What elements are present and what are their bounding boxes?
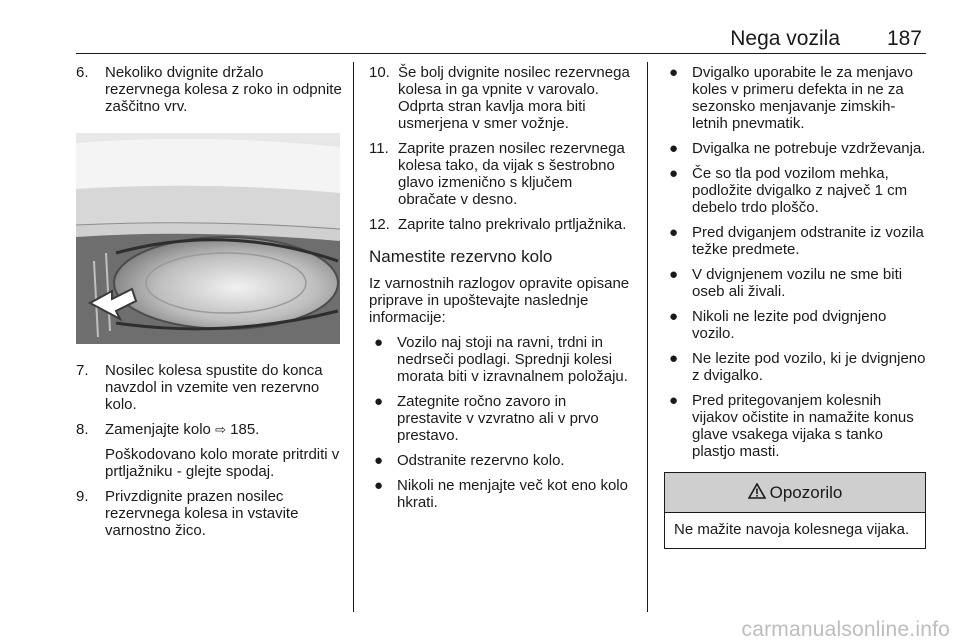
step-number: 9. <box>76 488 89 505</box>
bullet-text: Dvigalka ne potrebuje vzdrževanja. <box>692 140 926 157</box>
step-text: Nosilec kolesa spustite do konca navzdol in vzemite ven rezervno kolo. <box>105 362 323 413</box>
header-rule <box>76 53 926 54</box>
bullet-icon: ● <box>669 140 679 157</box>
bullet-text: Zategnite ročno zavoro in prestavite v vzvratno ali v prvo prestavo. <box>397 393 599 444</box>
bullet-text: Če so tla pod vozilom mehka, podložite dvigalko z največ 1 cm debelo trdo ploščo. <box>692 165 908 216</box>
bullet-icon: ● <box>669 165 679 182</box>
step-text: Še bolj dvignite nosilec rezervnega kolesa in ga vpnite v varovalo. Odprta stran kavlja mora biti usmerjena v smer vožnje. <box>398 64 630 132</box>
step-text: Zaprite prazen nosilec rezervnega kolesa tako, da vijak s šestrobno glavo izmenično s ključem obračate v desno. <box>398 140 625 208</box>
jack-bullet <box>664 224 926 258</box>
bullet-text: Odstranite rezervno kolo. <box>397 452 565 469</box>
bullet-text: Dvigalko uporabite le za menjavo koles v primeru defekta in ne za sezonsko menjavanje zimskih-letnih pnevmatik. <box>692 64 913 132</box>
bullet-text: Ne lezite pod vozilo, ki je dvignjeno z dvigalko. <box>692 350 926 384</box>
step-text: Privzdignite prazen nosilec rezervnega kolesa in vstavite varnostno žico. <box>105 488 299 539</box>
jack-bullet <box>664 350 926 384</box>
jack-bullet <box>664 64 926 132</box>
bullet-icon: ● <box>374 334 384 351</box>
warning-title: Opozorilo <box>769 483 843 502</box>
step-text: Zamenjajte kolo <box>105 421 211 438</box>
step-number: 6. <box>76 64 89 81</box>
warning-header <box>665 473 925 513</box>
column-divider-left <box>353 62 354 612</box>
column-1 <box>76 64 342 547</box>
column-3 <box>664 64 926 549</box>
jack-bullet <box>664 140 926 157</box>
page-reference-link[interactable]: 185. <box>230 421 260 438</box>
watermark-text: carmanualsonline.info <box>741 618 950 641</box>
bullet-icon: ● <box>669 266 679 283</box>
safety-bullet <box>369 452 633 469</box>
bullet-icon: ● <box>669 392 679 409</box>
jack-bullet <box>664 165 926 216</box>
step-10 <box>369 64 633 132</box>
page-number: 187 <box>886 27 922 50</box>
section-intro: Iz varnostnih razlogov opravite opisane priprave in upoštevajte naslednje informacije: <box>369 275 630 326</box>
bullet-text: Pred dviganjem odstranite iz vozila težke predmete. <box>692 224 924 258</box>
bullet-icon: ● <box>669 308 679 325</box>
warning-text: Ne mažite navoja kolesnega vijaka. <box>674 521 910 538</box>
step-7 <box>76 362 342 413</box>
step-number: 10. <box>369 64 390 81</box>
section-heading: Namestite rezervno kolo <box>369 247 553 266</box>
step-12 <box>369 216 633 233</box>
bullet-icon: ● <box>669 224 679 241</box>
step-6 <box>76 64 342 115</box>
column-2 <box>369 64 633 519</box>
step-text: Nekoliko dvignite držalo rezervnega kolesa z roko in odpnite zaščitno vrv. <box>105 64 342 115</box>
bullet-icon: ● <box>669 350 679 367</box>
step-text: Zaprite talno prekrivalo prtljažnika. <box>398 216 627 233</box>
warning-box <box>664 472 926 549</box>
warning-triangle-icon <box>748 483 766 503</box>
step-8 <box>76 421 342 480</box>
spare-wheel-photo <box>76 133 340 344</box>
page-section-title: Nega vozila <box>730 27 840 50</box>
bullet-icon: ● <box>374 393 384 410</box>
step-number: 11. <box>369 140 389 157</box>
step-note: Poškodovano kolo morate pritrditi v prtljažniku - glejte spodaj. <box>105 446 340 480</box>
bullet-icon: ● <box>374 452 384 469</box>
bullet-text: V dvignjenem vozilu ne sme biti oseb ali živali. <box>692 266 903 300</box>
safety-bullet <box>369 334 633 385</box>
safety-bullet <box>369 477 633 511</box>
step-number: 8. <box>76 421 89 438</box>
bullet-text: Nikoli ne lezite pod dvignjeno vozilo. <box>692 308 887 342</box>
step-number: 12. <box>369 216 390 233</box>
step-number: 7. <box>76 362 89 379</box>
step-9 <box>76 488 342 539</box>
jack-bullet <box>664 392 926 460</box>
jack-bullet <box>664 308 926 342</box>
bullet-icon: ● <box>374 477 384 494</box>
page-reference-icon: ⇨ <box>215 422 226 437</box>
jack-bullet <box>664 266 926 300</box>
bullet-text: Nikoli ne menjajte več kot eno kolo hkrati. <box>397 477 628 511</box>
safety-bullet <box>369 393 633 444</box>
page-header <box>76 26 926 54</box>
column-divider-right <box>647 62 648 612</box>
bullet-text: Vozilo naj stoji na ravni, trdni in nedrseči podlagi. Sprednji kolesi morata biti v izravnalnem položaju. <box>397 334 628 385</box>
bullet-icon: ● <box>669 64 679 81</box>
spare-wheel-illustration <box>76 133 340 344</box>
step-11 <box>369 140 633 208</box>
bullet-text: Pred pritegovanjem kolesnih vijakov očistite in namažite konus glave vsakega vijaka s tanko plastjo masti. <box>692 392 914 460</box>
